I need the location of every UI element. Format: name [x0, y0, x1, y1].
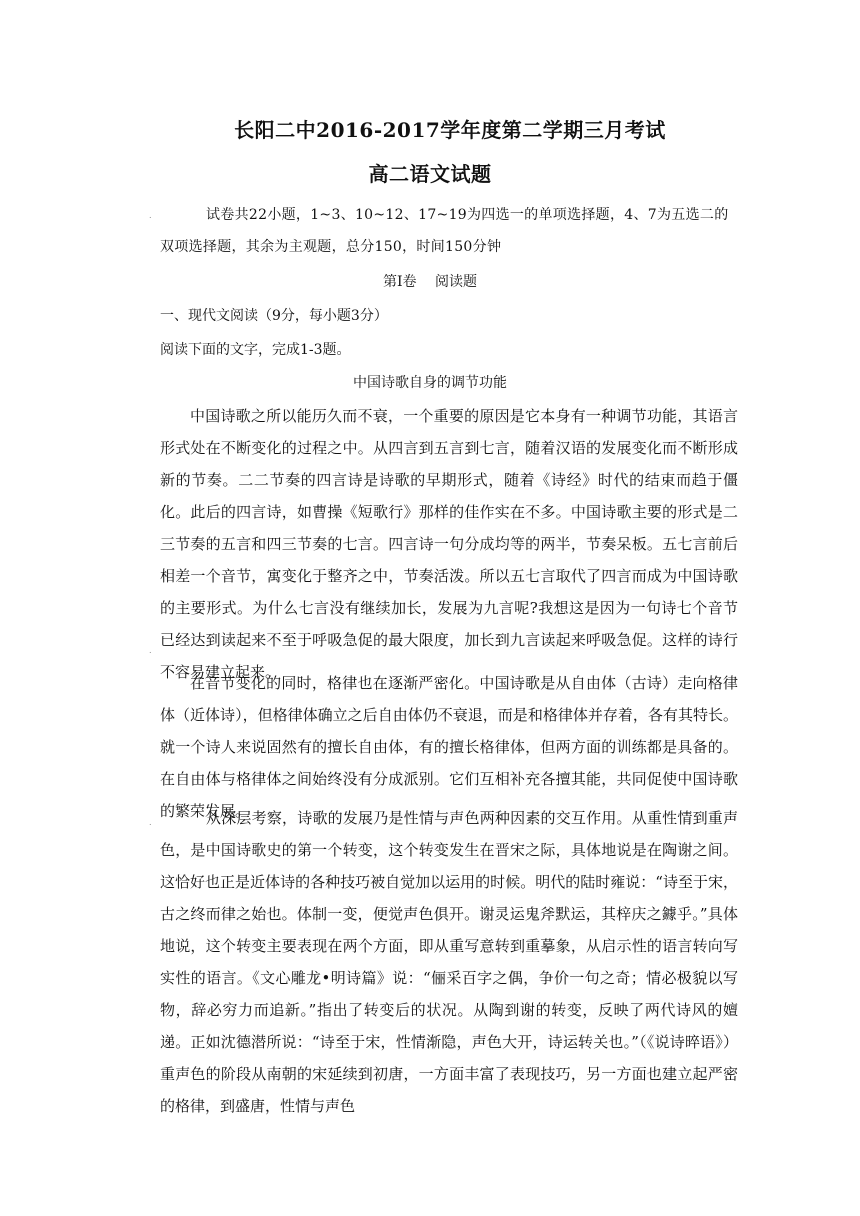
volume-heading: 第Ⅰ卷 阅读题 [383, 274, 477, 290]
exam-subtitle: 高二语文试题 [368, 162, 492, 186]
intro-line-2: 双项选择题，其余为主观题，总分150，时间150分钟 [160, 239, 502, 255]
margin-mark: . [149, 646, 152, 655]
article-title: 中国诗歌自身的调节功能 [353, 375, 507, 391]
article-paragraph-1: 中国诗歌之所以能历久而不衰，一个重要的原因是它本身有一种调节功能，其语言形式处在不断变化的过程之中。从四言到五言到七言，随着汉语的发展变化而不断形成新的节奏。二二节奏的四言诗是诗歌的早期形式，随着《诗经》时代的结束而趋于僵化。此后的四言诗，如曹操《短歌行》那样的佳作实在不多。中国诗歌主要的形式是二三节奏的五言和四三节奏的七言。四言诗一句分成均等的两半，节奏呆板。五七言前后相差一个音节，寓变化于整齐之中，节奏活泼。所以五七言取代了四言而成为中国诗歌的主要形式。为什么七言没有继续加长，发展为九言呢?我想这是因为一句诗七个音节已经达到读起来不至于呼吸急促的最大限度，加长到九言读起来呼吸急促。这样的诗行不容易建立起来。 [160, 407, 738, 681]
intro-line-1: 试卷共22小题，1~3、10~12、17~19为四选一的单项选择题，4、7为五选二的 [206, 207, 729, 223]
exam-title: 长阳二中2016-2017学年度第二学期三月考试 [234, 118, 666, 142]
margin-mark: . [149, 211, 152, 220]
part-heading: 一、现代文阅读（9分，每小题3分） [160, 308, 388, 324]
margin-mark: . [149, 818, 152, 827]
reading-instruction: 阅读下面的文字，完成1-3题。 [160, 342, 351, 358]
article-paragraph-2: 在音节变化的同时，格律也在逐渐严密化。中国诗歌是从自由体（古诗）走向格律体（近体诗），但格律体确立之后自由体仍不衰退，而是和格律体并存着，各有其特长。就一个诗人来说固然有的擅长自由体，有的擅长格律体，但两方面的训练都是具备的。在自由体与格律体之间始终没有分成派别。它们互相补充各擅其能，共同促使中国诗歌的繁荣发展。 [160, 674, 738, 820]
article-paragraph-3: 从深层考察，诗歌的发展乃是性情与声色两种因素的交互作用。从重性情到重声色，是中国诗歌史的第一个转变，这个转变发生在晋宋之际，具体地说是在陶谢之间。这恰好也正是近体诗的各种技巧被自觉加以运用的时候。明代的陆时雍说：“诗至于宋，古之终而律之始也。体制一变，便觉声色俱开。谢灵运鬼斧默运，其梓庆之鐻乎。”具体地说，这个转变主要表现在两个方面，即从重写意转到重摹象，从启示性的语言转向写实性的语言。《文心雕龙•明诗篇》说：“俪采百字之偶，争价一句之奇；情必极貌以写物，辞必穷力而追新。”指出了转变后的状况。从陶到谢的转变，反映了两代诗风的嬗递。正如沈德潜所说：“诗至于宋，性情渐隐，声色大开，诗运转关也。”（《说诗晬语》）重声色的阶段从南朝的宋延续到初唐，一方面丰富了表现技巧，另一方面也建立起严密的格律，到盛唐，性情与声色 [160, 809, 738, 1115]
